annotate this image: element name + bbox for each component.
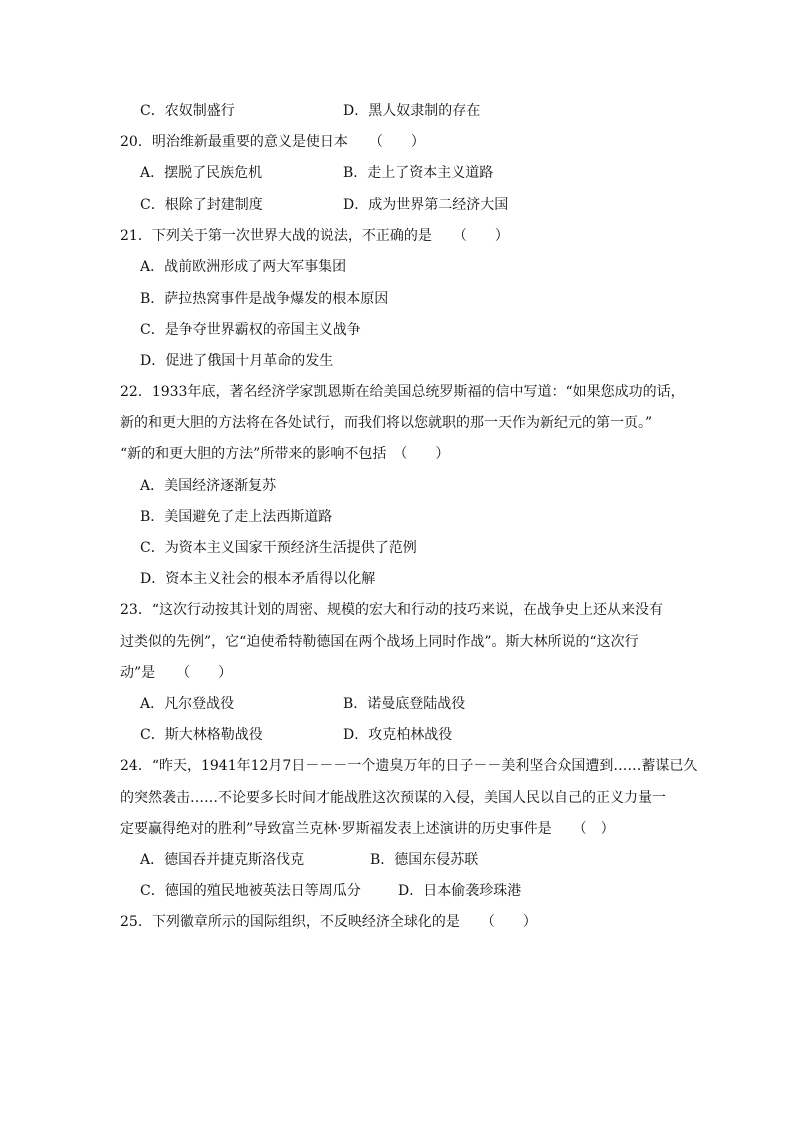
q22-option-a: A．美国经济逐渐复苏 [140, 478, 277, 494]
q21-stem: 21．下列关于第一次世界大战的说法，不正确的是 （ ） [120, 228, 509, 244]
q24-option-a: A．德国吞并捷克斯洛伐克 [140, 852, 305, 868]
q24-stem-line1: 24．“昨天，1941年12月7日－－－一个遗臭万年的日子－－美利坚合众国遭到……蓄谋已久 [120, 758, 698, 774]
q21-option-a: A．战前欧洲形成了两大军事集团 [140, 259, 347, 275]
q22-stem-line3: “新的和更大胆的方法”所带来的影响不包括 （ ） [120, 446, 450, 462]
q21-option-c: C．是争夺世界霸权的帝国主义战争 [140, 322, 361, 338]
q23-stem-line3: 动”是 （ ） [120, 665, 233, 681]
q23-option-b: B．诺曼底登陆战役 [343, 696, 466, 712]
q22-option-c: C．为资本主义国家干预经济生活提供了范例 [140, 540, 417, 556]
q22-option-b: B．美国避免了走上法西斯道路 [140, 509, 333, 525]
q23-option-d: D．攻克柏林战役 [343, 727, 453, 743]
q20-option-c: C．根除了封建制度 [140, 197, 263, 213]
q24-stem-line3: 定要赢得绝对的胜利”导致富兰克林·罗斯福发表上述演讲的历史事件是 （ ） [120, 821, 615, 837]
q22-stem-line1: 22．1933年底，著名经济学家凯恩斯在给美国总统罗斯福的信中写道：“如果您成功的话， [120, 384, 685, 400]
q23-option-c: C．斯大林格勒战役 [140, 727, 263, 743]
q24-option-c: C．德国的殖民地被英法日等周瓜分 [140, 883, 361, 899]
q25-stem: 25．下列徽章所示的国际组织，不反映经济全球化的是 （ ） [120, 914, 537, 930]
q20-option-d: D．成为世界第二经济大国 [343, 197, 509, 213]
q19-option-c: C．农奴制盛行 [140, 103, 235, 119]
q21-option-d: D．促进了俄国十月革命的发生 [140, 353, 334, 369]
q22-option-d: D．资本主义社会的根本矛盾得以化解 [140, 571, 376, 587]
q23-option-a: A．凡尔登战役 [140, 696, 235, 712]
q20-option-a: A．摆脱了民族危机 [140, 165, 263, 181]
q24-option-b: B．德国东侵苏联 [370, 852, 479, 868]
q24-option-d: D．日本偷袭珍珠港 [398, 883, 522, 899]
q22-stem-line2: 新的和更大胆的方法将在各处试行，而我们将以您就职的那一天作为新纪元的第一页。” [120, 415, 653, 431]
q23-stem-line2: 过类似的先例”，它“迫使希特勒德国在两个战场上同时作战”。斯大林所说的“这次行 [120, 634, 639, 650]
q24-stem-line2: 的突然袭击……不论要多长时间才能战胜这次预谋的入侵，美国人民以自己的正义力量一 [120, 790, 666, 806]
q20-stem: 20．明治维新最重要的意义是使日本 （ ） [120, 134, 425, 150]
q21-option-b: B．萨拉热窝事件是战争爆发的根本原因 [140, 291, 389, 307]
q20-option-b: B．走上了资本主义道路 [343, 165, 494, 181]
q19-option-d: D．黑人奴隶制的存在 [343, 103, 481, 119]
q23-stem-line1: 23．“这次行动按其计划的周密、规模的宏大和行动的技巧来说，在战争史上还从来没有 [120, 602, 663, 618]
